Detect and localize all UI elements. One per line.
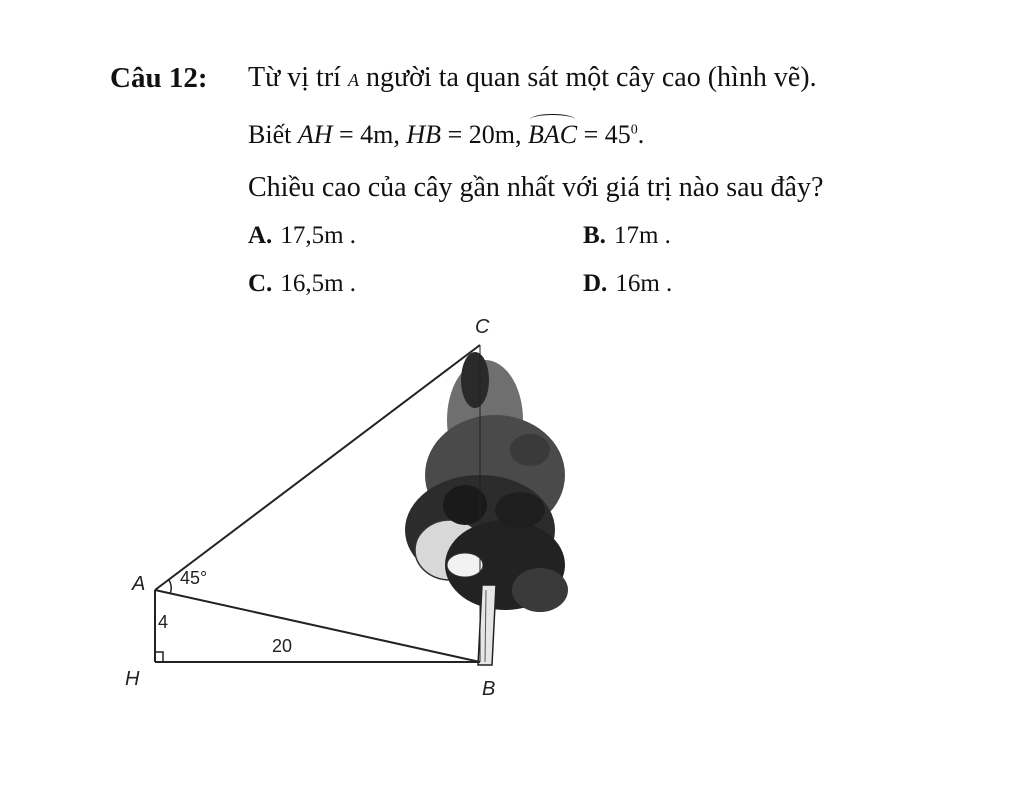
- question-line-2: [248, 120, 644, 150]
- side-hb-label: 20: [272, 636, 293, 656]
- option-b[interactable]: [583, 222, 671, 250]
- ah-value: = 4m,: [339, 120, 400, 149]
- line1-prefix: Từ vị trí: [248, 62, 341, 93]
- side-ah-label: 4: [158, 612, 169, 632]
- line1-suffix: người ta quan sát một cây cao (hình vẽ).: [365, 62, 817, 93]
- angle-arc: [169, 580, 171, 594]
- tree-illustration: [405, 352, 568, 665]
- line-ab: [155, 590, 480, 662]
- option-c-key: C.: [248, 270, 273, 297]
- option-a-key: A.: [248, 222, 273, 249]
- option-c[interactable]: [248, 270, 356, 298]
- label-a: A: [132, 573, 146, 595]
- tree-geometry-figure: [110, 300, 590, 710]
- question-number: Câu 12:: [110, 62, 208, 94]
- option-a-text: 17,5m .: [280, 222, 357, 249]
- point-a-inline: A: [347, 70, 359, 90]
- option-d-text: 16m .: [615, 270, 673, 297]
- angle-bac-variable: BAC: [527, 120, 578, 149]
- given-end: .: [637, 120, 645, 149]
- option-d[interactable]: [583, 270, 672, 298]
- angle-value: = 45: [583, 120, 631, 149]
- question-line-1: [248, 62, 817, 94]
- option-b-key: B.: [583, 222, 606, 249]
- option-d-key: D.: [583, 270, 608, 297]
- hb-variable: HB: [406, 120, 442, 149]
- ah-variable: AH: [297, 120, 333, 149]
- right-angle-marker: [155, 652, 163, 662]
- label-h: H: [125, 668, 140, 690]
- option-b-text: 17m .: [613, 222, 671, 249]
- question-line-3: Chiều cao của cây gần nhất với giá trị nào sau đây?: [248, 172, 824, 203]
- label-b: B: [482, 678, 496, 700]
- angle-label: 45°: [180, 568, 208, 588]
- option-c-text: 16,5m .: [280, 270, 357, 297]
- hb-value: = 20m,: [447, 120, 522, 149]
- label-c: C: [475, 316, 490, 338]
- option-a[interactable]: [248, 222, 356, 250]
- degree-superscript: 0: [630, 122, 638, 138]
- given-prefix: Biết: [248, 120, 292, 149]
